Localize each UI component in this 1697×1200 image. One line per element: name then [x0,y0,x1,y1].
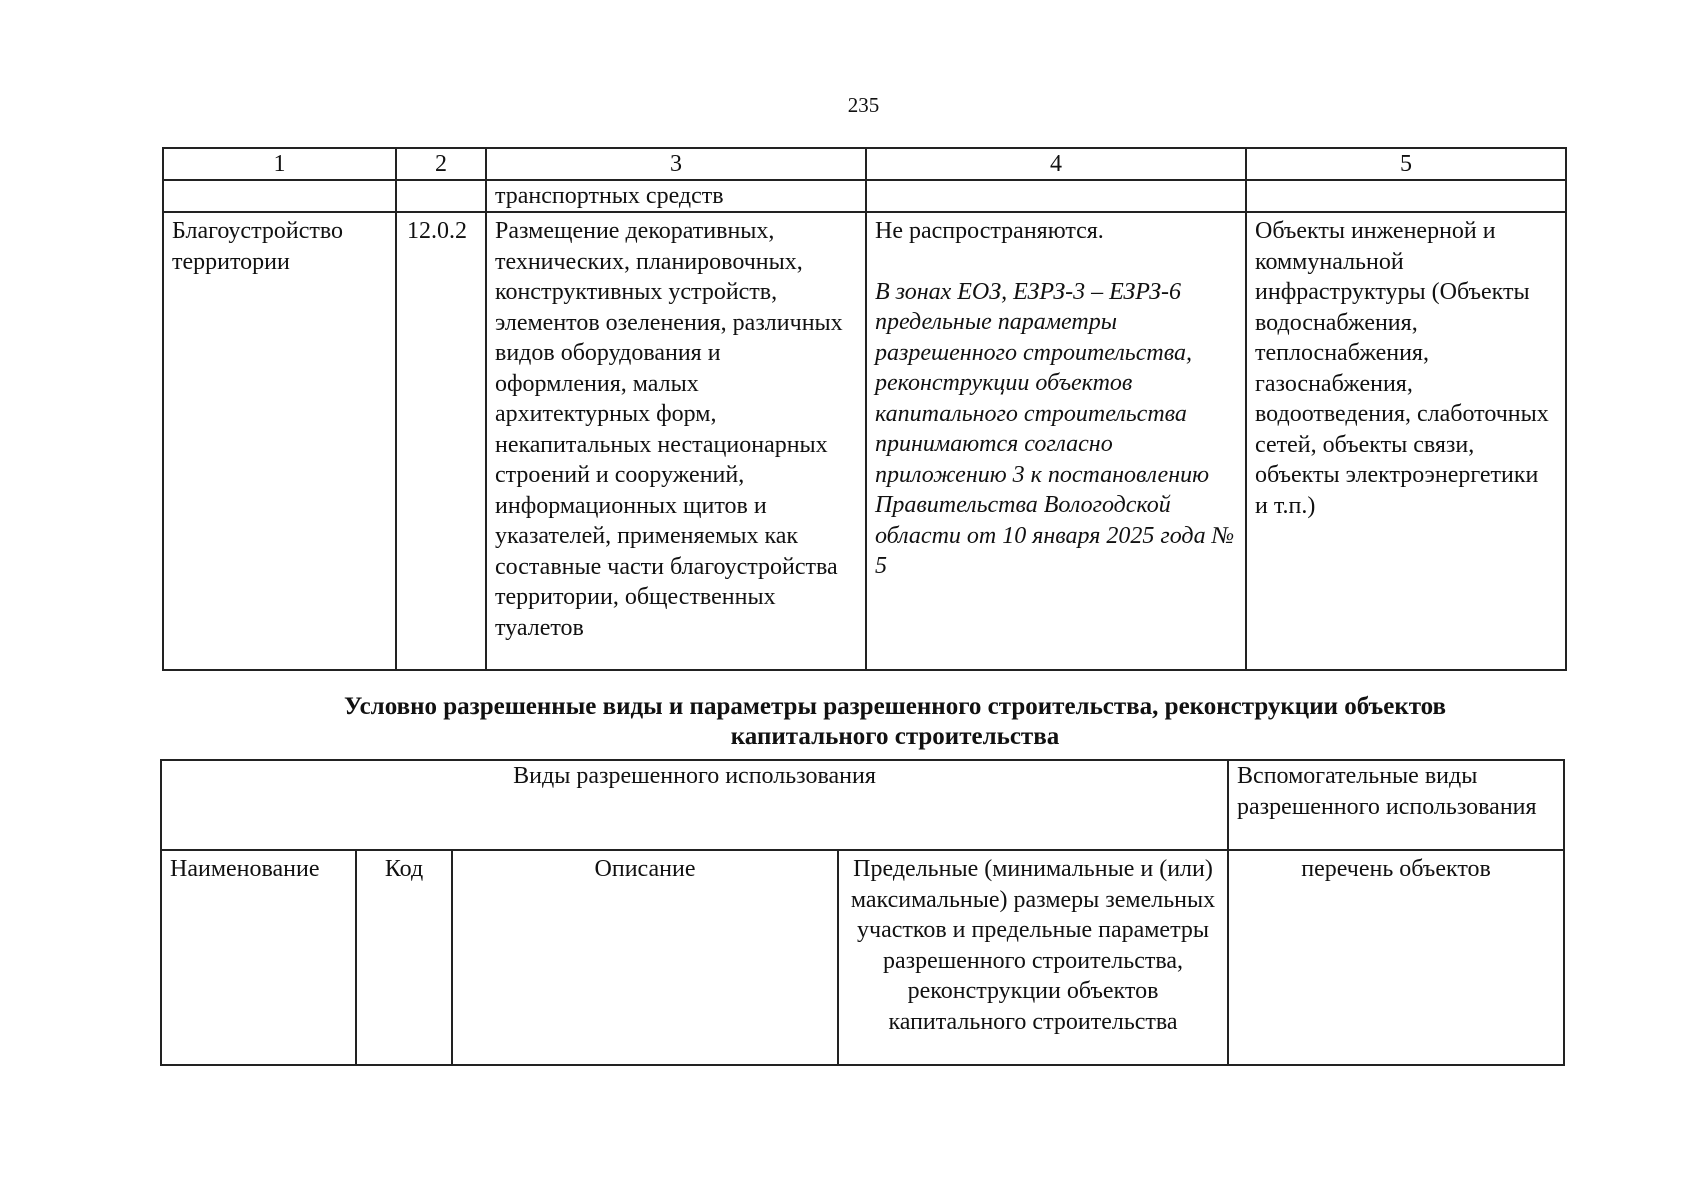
use-code-cell: 12.0.2 [396,212,486,670]
use-name-cell: Благоустройство территории [163,212,396,670]
column-number: 2 [396,148,486,180]
code-column-header: Код [356,850,452,1065]
continuation-row [163,180,1566,212]
continuation-cell [396,180,486,212]
table-row [163,212,1566,670]
paragraph-gap [875,247,1237,277]
continuation-cell [866,180,1246,212]
column-number: 4 [866,148,1246,180]
use-description-cell: Размещение декоративных, технических, планировочных, конструктивных устройств, элементов озеленения, различных видов оборудования и оформления, малых архитектурных форм, некапитальных нестационарных строений и сооружений, информационных щитов и указателей, применяемых как составные части благоустройства территории, общественных туалетов [486,212,866,670]
continuation-cell [1246,180,1566,212]
parameters-column-header: Предельные (минимальные и (или) максимальные) размеры земельных участков и предельные параметры разрешенного строительства, реконструкции объектов капитального строительства [838,850,1228,1065]
subheader-row [161,850,1564,1065]
column-number-row [163,148,1566,180]
description-column-header: Описание [452,850,838,1065]
name-column-header: Наименование [161,850,356,1065]
column-number: 3 [486,148,866,180]
use-parameters-cell [866,212,1246,670]
conditional-uses-table [160,759,1565,1066]
section-title: Условно разрешенные виды и параметры разрешенного строительства, реконструкции объектов капитального строительства [343,693,1447,750]
column-number: 1 [163,148,396,180]
group-header: Виды разрешенного использования [161,760,1228,850]
header-row [161,760,1564,850]
column-number: 5 [1246,148,1566,180]
continuation-cell [163,180,396,212]
continuation-cell: транспортных средств [486,180,866,212]
aux-header: Вспомогательные виды разрешенного использования [1228,760,1564,850]
auxiliary-uses-cell: Объекты инженерной и коммунальной инфраструктуры (Объекты водоснабжения, теплоснабжения, газоснабжения, водоотведения, слаботочных сетей, объекты связи, объекты электроэнергетики и т.п.) [1246,212,1566,670]
permitted-uses-table [162,147,1567,671]
parameters-italic-text: В зонах ЕОЗ, ЕЗРЗ-3 – ЕЗРЗ-6 предельные параметры разрешенного строительства, реконструкции объектов капитального строительства принимаются согласно приложению 3 к постановлению Правительства Вологодской области от 10 января 2025 года № 5 [875,278,1235,579]
page-number: 235 [847,93,880,117]
parameters-plain-text: Не распространяются. [875,218,1104,244]
objects-column-header: перечень объектов [1228,850,1564,1065]
